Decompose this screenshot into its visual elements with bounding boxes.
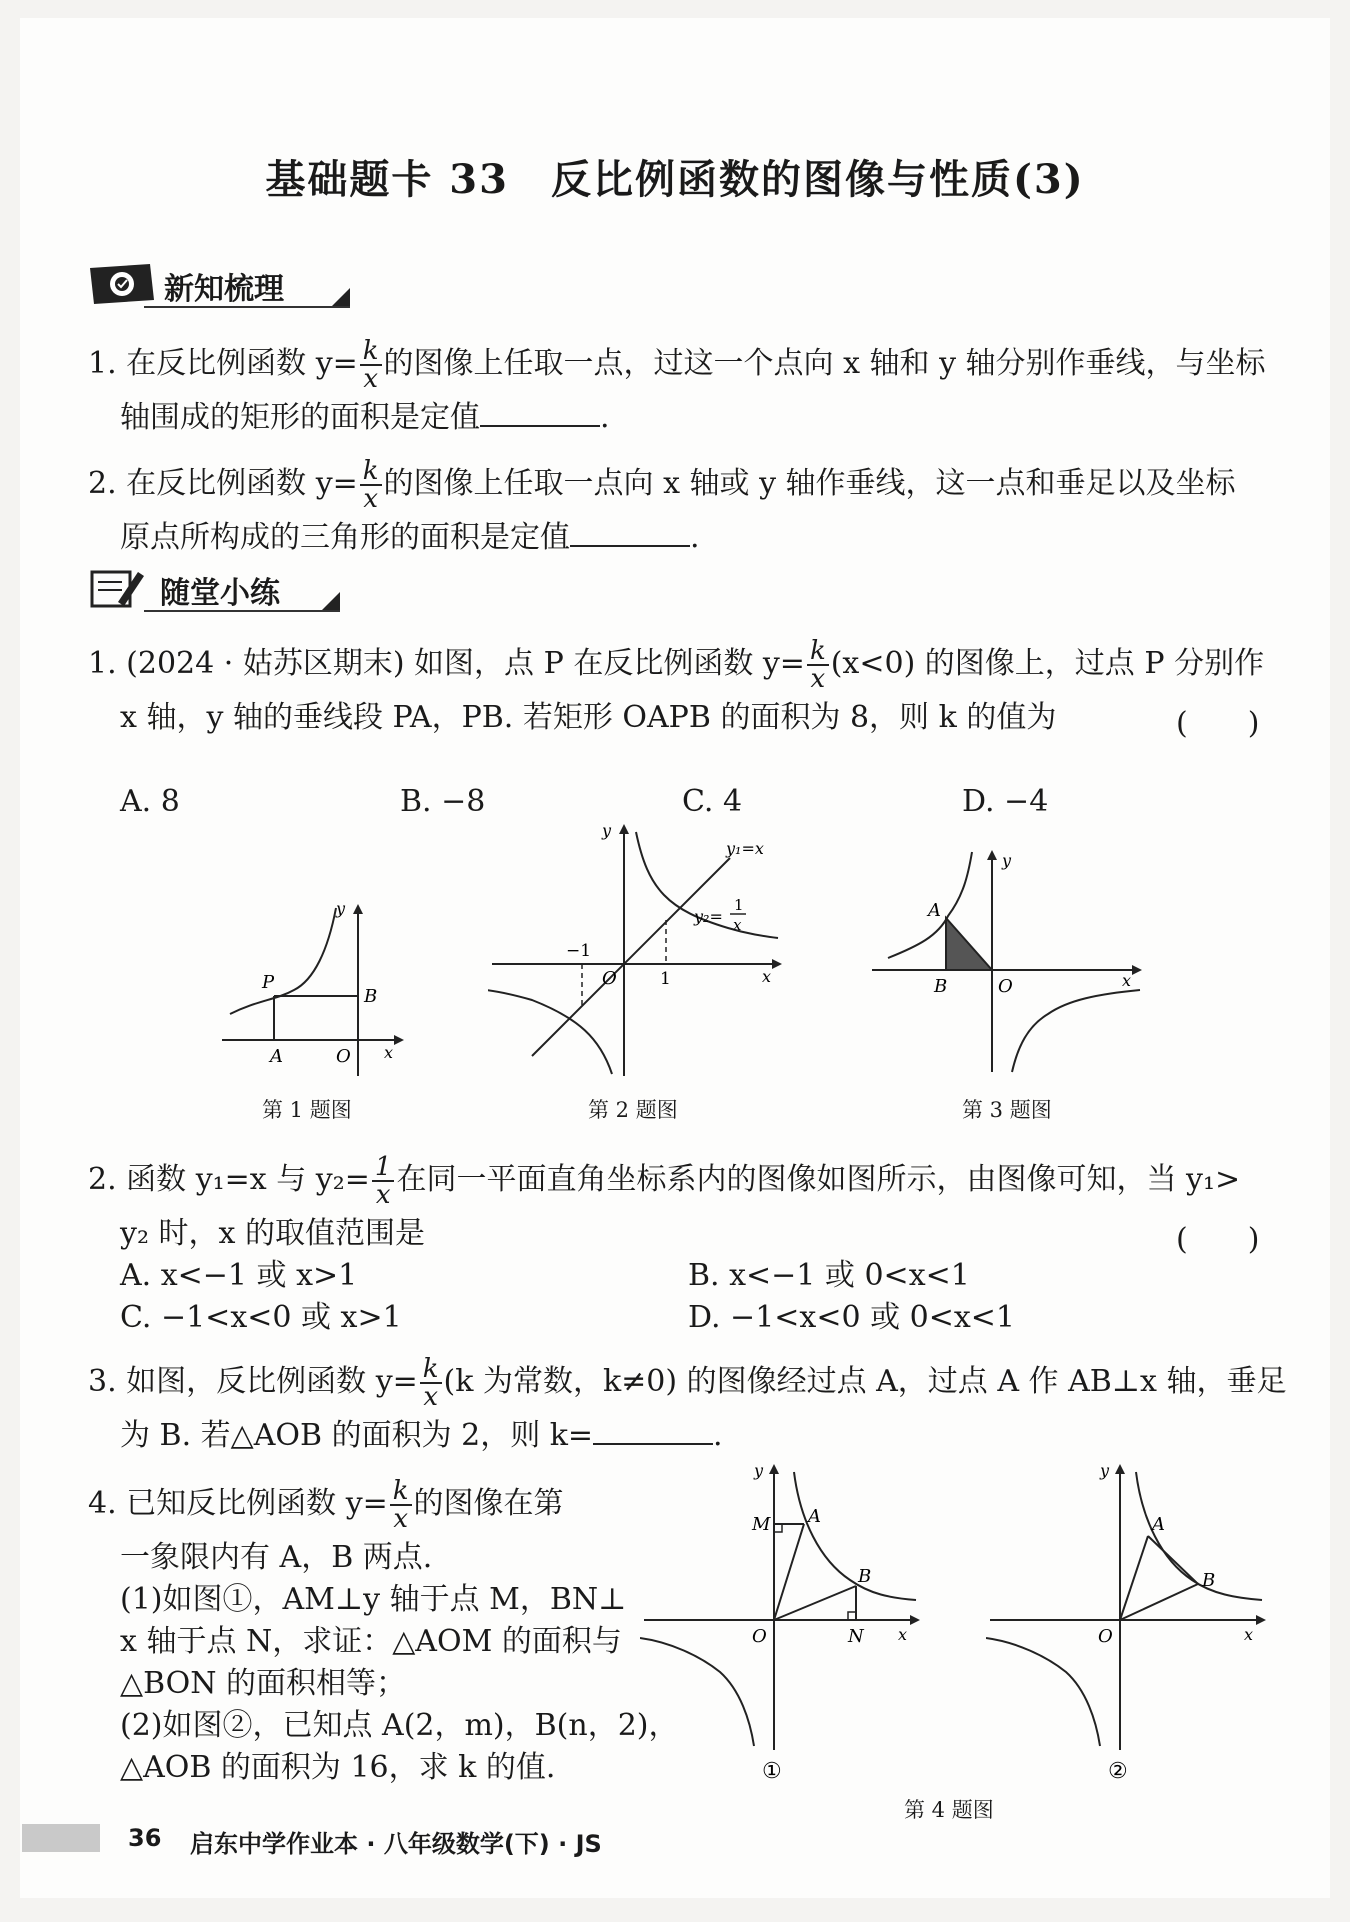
answer-parenthesis[interactable]: ( ) (1176, 706, 1260, 741)
figure-3 (868, 846, 1148, 1076)
question-4: 4. 已知反比例函数 y= $\frac{k}{x}$ 的图像在第 (88, 1476, 564, 1534)
answer-parenthesis[interactable]: ( ) (1176, 1222, 1260, 1257)
question-4-line-3: (1)如图①，AM⊥y 轴于点 M，BN⊥ (120, 1582, 627, 1617)
question-3: 3. 如图，反比例函数 y= $\frac{k}{x}$ (k 为常数，k≠0) 的图像经过点 A，过点 A 作 AB⊥x 轴，垂足 (88, 1354, 1287, 1412)
svg-text:A: A (1152, 1514, 1165, 1535)
question-3-cont: 为 B. 若△AOB 的面积为 2，则 k= . (120, 1418, 723, 1453)
svg-text:O: O (602, 968, 617, 989)
section-header-knowledge (88, 262, 350, 308)
svg-text:A: A (928, 900, 941, 921)
svg-text:O: O (1098, 1626, 1113, 1647)
svg-text:x: x (1122, 971, 1132, 990)
svg-text:①: ① (762, 1759, 782, 1784)
option-d[interactable]: D. −4 (962, 784, 1049, 819)
option-c[interactable]: C. 4 (682, 784, 743, 819)
notebook-pen-icon (88, 566, 156, 610)
figure-3-caption: 第 3 题图 (962, 1098, 1052, 1122)
svg-text:y₂=: y₂= (694, 907, 723, 926)
svg-text:P: P (262, 972, 275, 993)
answer-blank[interactable] (480, 399, 600, 427)
knowledge-item-1-cont: 轴围成的矩形的面积是定值 . (120, 400, 610, 435)
option-d[interactable]: D. −1<x<0 或 0<x<1 (688, 1300, 1015, 1335)
knowledge-item-2-cont: 原点所构成的三角形的面积是定值 . (120, 520, 700, 555)
section-header-practice (88, 566, 340, 612)
figure-2 (488, 820, 788, 1080)
figure-1 (218, 900, 408, 1080)
figure-1-caption: 第 1 题图 (262, 1098, 352, 1122)
question-4-line-5: △BON 的面积相等； (120, 1666, 407, 1701)
svg-text:A: A (270, 1046, 283, 1067)
figure-2-caption: 第 2 题图 (588, 1098, 678, 1122)
svg-text:x: x (762, 967, 772, 986)
question-2: 2. 函数 y₁=x 与 y₂= $\frac{1}{x}$ 在同一平面直角坐标系内的图像如图所示，由图像可知，当 y₁> (88, 1152, 1241, 1210)
svg-text:B: B (364, 986, 378, 1007)
svg-text:O: O (336, 1046, 351, 1067)
footer-bar (22, 1824, 100, 1852)
question-4-line-7: △AOB 的面积为 16，求 k 的值. (120, 1750, 556, 1785)
svg-text:x: x (1244, 1625, 1254, 1644)
question-1: 1. (2024 · 姑苏区期末) 如图，点 P 在反比例函数 y= $\frac{k}{x}$ (x<0) 的图像上，过点 P 分别作 (88, 636, 1265, 694)
svg-text:y: y (1100, 1461, 1110, 1480)
answer-blank[interactable] (593, 1417, 713, 1445)
svg-text:O: O (998, 976, 1013, 997)
svg-text:B: B (1202, 1570, 1216, 1591)
knowledge-item-2: 2. 在反比例函数 y= $\frac{k}{x}$ 的图像上任取一点向 x 轴或 y 轴作垂线，这一点和垂足以及坐标 (88, 456, 1236, 514)
option-c[interactable]: C. −1<x<0 或 x>1 (120, 1300, 402, 1335)
svg-text:B: B (858, 1566, 872, 1587)
figure-4-2 (986, 1460, 1276, 1790)
svg-text:y: y (602, 821, 612, 840)
section-title: 新知梳理 (164, 272, 284, 307)
answer-blank[interactable] (570, 519, 690, 547)
page-title: 基础题卡 33 反比例函数的图像与性质(3) (265, 156, 1085, 203)
svg-text:−1: −1 (566, 941, 592, 961)
svg-text:B: B (934, 976, 948, 997)
figure-4-1 (640, 1460, 930, 1790)
figure-4-caption: 第 4 题图 (904, 1798, 994, 1822)
section-title: 随堂小练 (160, 576, 280, 611)
option-b[interactable]: B. −8 (400, 784, 486, 819)
knowledge-item-1: 1. 在反比例函数 y= $\frac{k}{x}$ 的图像上任取一点，过这一个点向 x 轴和 y 轴分别作垂线，与坐标 (88, 336, 1266, 394)
footer-text: 启东中学作业本 · 八年级数学(下) · JS (190, 1830, 602, 1858)
svg-text:②: ② (1108, 1759, 1128, 1784)
svg-text:N: N (848, 1626, 864, 1647)
question-1-cont: x 轴，y 轴的垂线段 PA，PB. 若矩形 OAPB 的面积为 8，则 k 的值为 (120, 700, 1057, 735)
svg-text:O: O (752, 1626, 767, 1647)
question-4-line-2: 一象限内有 A，B 两点. (120, 1540, 433, 1575)
camera-icon (88, 262, 156, 306)
option-a[interactable]: A. 8 (120, 784, 180, 819)
svg-text:y: y (754, 1461, 764, 1480)
svg-text:y: y (1002, 851, 1012, 870)
svg-text:M: M (752, 1514, 771, 1535)
svg-text:y: y (336, 900, 346, 918)
svg-text:1: 1 (734, 896, 744, 914)
svg-text:x: x (733, 916, 742, 934)
svg-text:x: x (384, 1043, 394, 1062)
question-2-cont: y₂ 时，x 的取值范围是 (120, 1216, 425, 1251)
question-4-line-6: (2)如图②，已知点 A(2，m)，B(n，2)， (120, 1708, 679, 1743)
svg-text:A: A (808, 1506, 821, 1527)
question-4-line-4: x 轴于点 N，求证：△AOM 的面积与 (120, 1624, 622, 1659)
svg-text:x: x (898, 1625, 908, 1644)
option-b[interactable]: B. x<−1 或 0<x<1 (688, 1258, 970, 1293)
page-number: 36 (128, 1824, 162, 1852)
svg-text:1: 1 (660, 969, 671, 989)
option-a[interactable]: A. x<−1 或 x>1 (120, 1258, 358, 1293)
svg-text:y₁=x: y₁=x (726, 839, 764, 858)
